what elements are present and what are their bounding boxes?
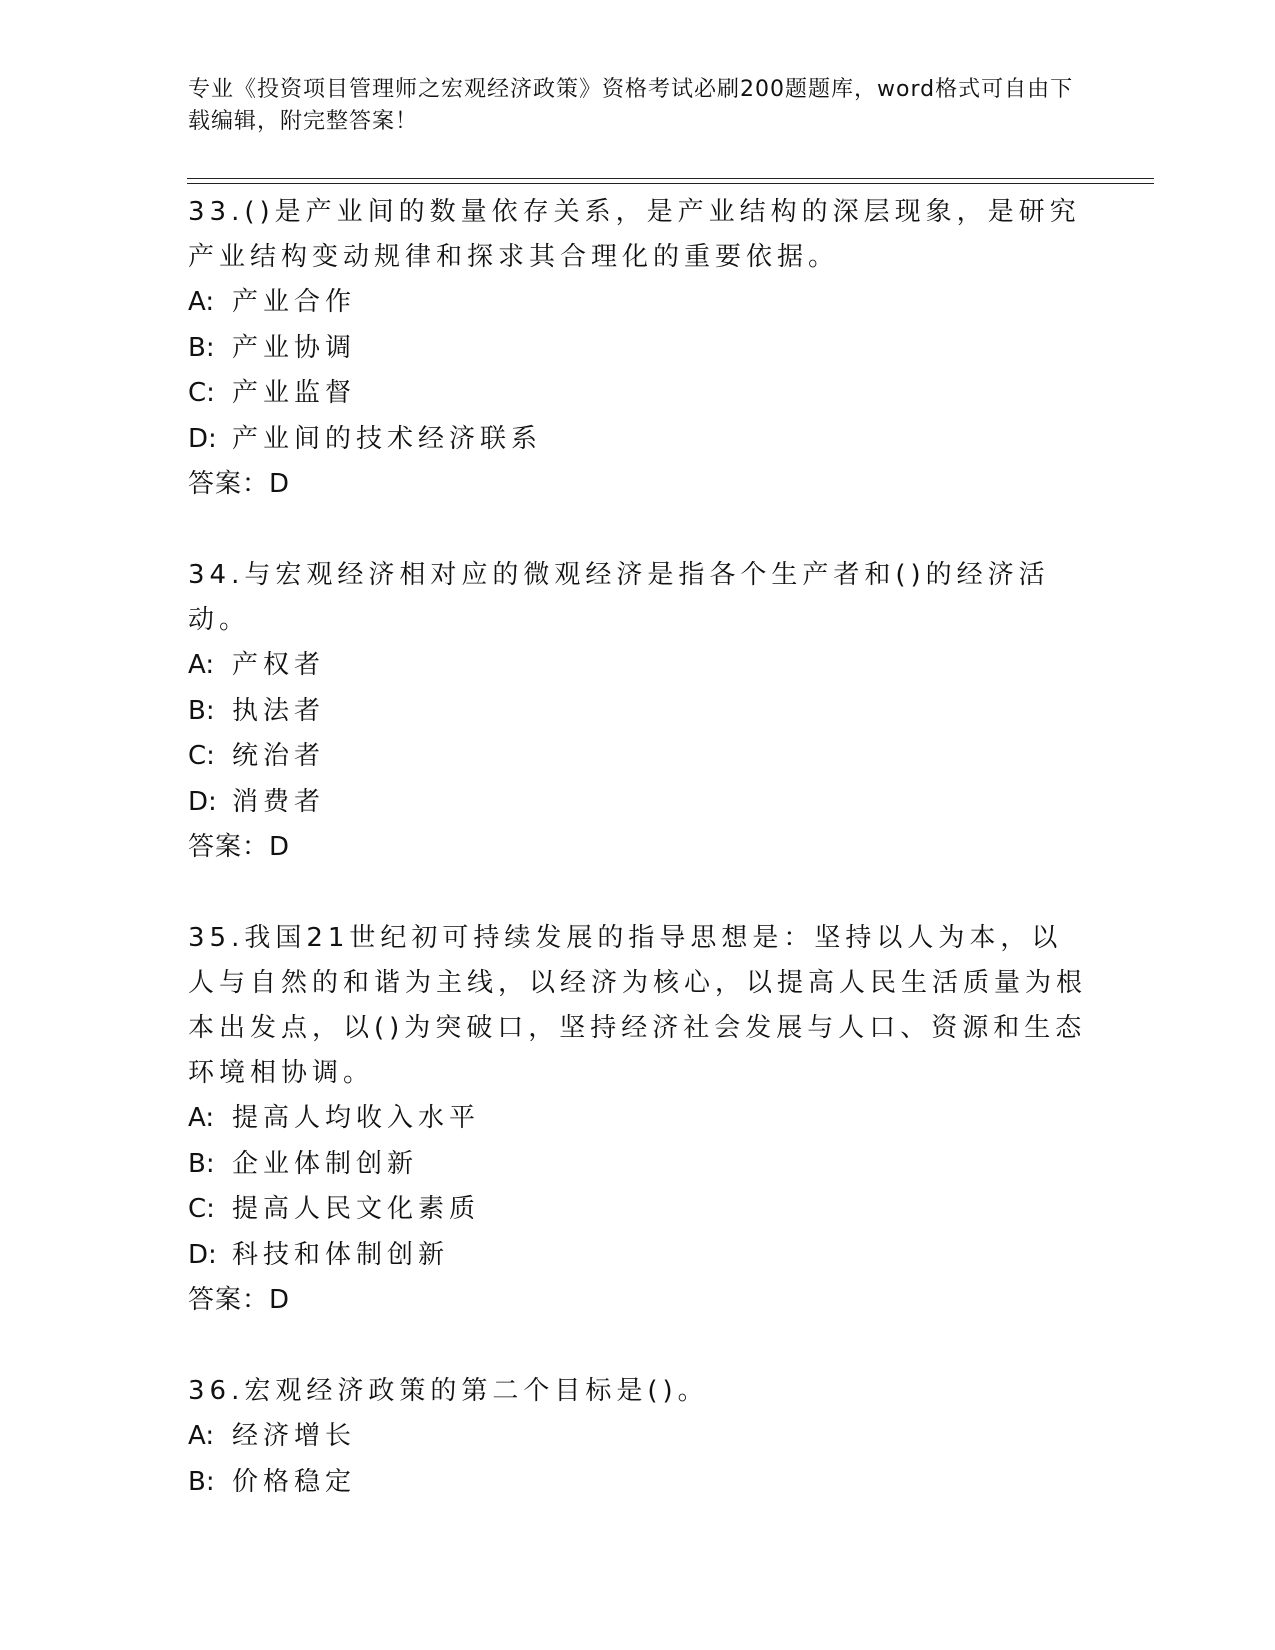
option-text: 执法者 [232,695,326,726]
question-stem: 36.宏观经济政策的第二个目标是()。 [188,1376,709,1406]
option-key: D: [188,423,217,454]
option-c [188,371,1088,417]
option-text: 产业间的技术经济联系 [232,423,543,454]
option-text: 经济增长 [232,1421,357,1451]
option-d [188,417,1088,463]
option-key: A: [188,1421,215,1451]
option-a [188,280,1088,326]
option-a [188,643,1088,689]
option-text: 产业协调 [232,332,357,363]
option-a [188,1414,1088,1460]
option-text: 产业合作 [232,287,357,317]
question-34 [188,553,1088,870]
option-d [188,1233,1088,1279]
document-header: 专业《投资项目管理师之宏观经济政策》资格考试必刷200题题库，word格式可自由下载编辑，附完整答案！ [188,77,1074,134]
answer-line: 答案：D [188,1285,291,1315]
option-key: D: [188,786,217,817]
option-text: 科技和体制创新 [232,1239,450,1270]
option-text: 价格稳定 [232,1466,357,1497]
option-key: B: [188,332,215,363]
question-35 [188,916,1088,1323]
answer-line: 答案：D [188,832,291,862]
header-rule-top [187,178,1154,179]
option-key: D: [188,1239,217,1270]
option-text: 提高人均收入水平 [232,1103,481,1133]
option-key: A: [188,1103,215,1133]
header-rule-bottom [187,183,1154,184]
option-key: C: [188,741,215,771]
option-text: 提高人民文化素质 [232,1194,481,1224]
option-c [188,734,1088,780]
option-key: B: [188,695,215,726]
question-stem: 33.()是产业间的数量依存关系，是产业结构的深层现象，是研究产业结构变动规律和探求其合理化的重要依据。 [188,197,1081,272]
option-b [188,1142,1088,1188]
option-d [188,780,1088,826]
option-text: 产业监督 [232,378,357,408]
option-text: 企业体制创新 [232,1148,419,1179]
option-text: 统治者 [232,741,326,771]
option-key: B: [188,1148,215,1179]
question-stem: 35.我国21世纪初可持续发展的指导思想是：坚持以人为本，以人与自然的和谐为主线，以经济为核心，以提高人民生活质量为根本出发点，以()为突破口，坚持经济社会发展与人口、资源和生态环境相协调。 [188,923,1088,1088]
option-a [188,1096,1088,1142]
option-c [188,1187,1088,1233]
question-stem: 34.与宏观经济相对应的微观经济是指各个生产者和()的经济活动。 [188,560,1050,635]
option-b [188,1460,1088,1506]
option-b [188,326,1088,372]
option-key: A: [188,287,215,317]
option-text: 产权者 [232,650,326,680]
question-33 [188,190,1088,507]
question-list [188,190,1088,1551]
question-36 [188,1369,1088,1505]
answer-line: 答案：D [188,469,291,499]
option-b [188,689,1088,735]
option-key: A: [188,650,215,680]
option-key: C: [188,378,215,408]
option-text: 消费者 [232,786,326,817]
option-key: C: [188,1194,215,1224]
option-key: B: [188,1466,215,1497]
